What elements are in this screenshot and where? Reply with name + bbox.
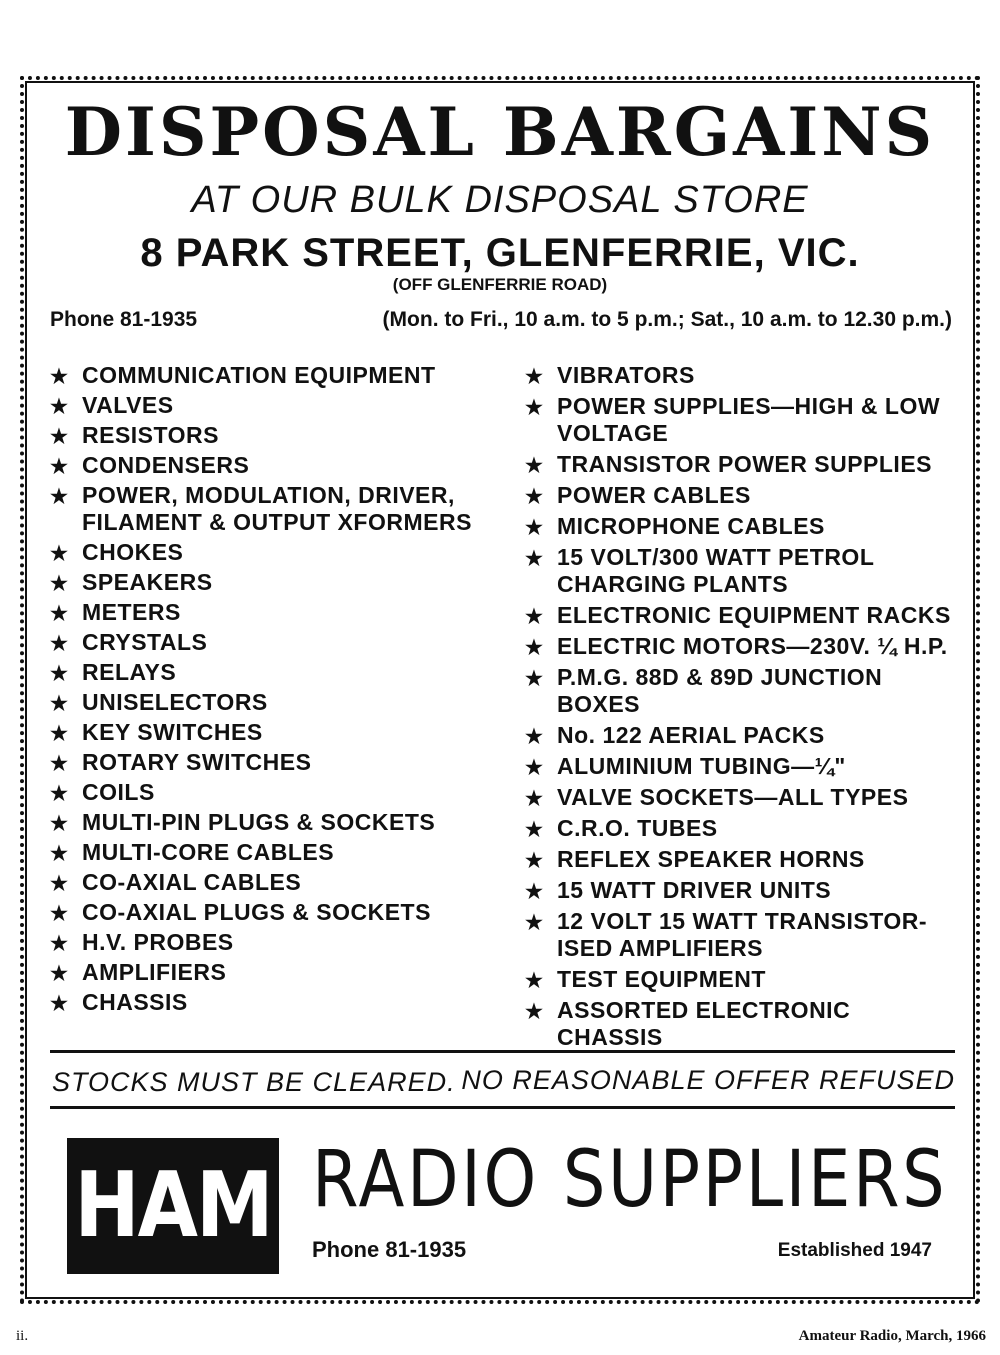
star-icon: ★ (50, 426, 69, 448)
list-item-label: SPEAKERS (82, 569, 213, 595)
star-icon: ★ (50, 993, 69, 1015)
list-item (525, 544, 955, 598)
list-item-label: MULTI-PIN PLUGS & SOCKETS (82, 809, 436, 835)
list-item (50, 869, 480, 896)
list-item-label: POWER CABLES (557, 482, 751, 508)
list-item-label: CONDENSERS (82, 452, 250, 478)
star-icon: ★ (525, 757, 544, 779)
list-item (50, 422, 480, 449)
list-item (50, 569, 480, 596)
star-icon: ★ (50, 633, 69, 655)
list-item-label: POWER, MODULATION, DRIVER, FILAMENT & OUTPUT XFORMERS (82, 482, 472, 535)
list-item (50, 839, 480, 866)
list-item-label: RELAYS (82, 659, 177, 685)
list-item (50, 392, 480, 419)
list-item (525, 846, 955, 873)
publication-line: Amateur Radio, March, 1966 (798, 1328, 986, 1344)
list-item-label: RESISTORS (82, 422, 219, 448)
star-icon: ★ (525, 881, 544, 903)
star-icon: ★ (50, 366, 69, 388)
star-icon: ★ (50, 693, 69, 715)
list-item-label: P.M.G. 88D & 89D JUNCTION BOXES (557, 664, 883, 717)
list-item-label: POWER SUPPLIES—HIGH & LOW VOLTAGE (557, 393, 941, 446)
list-item-label: CO-AXIAL PLUGS & SOCKETS (82, 899, 431, 925)
list-item (525, 664, 955, 718)
list-item-label: COILS (82, 779, 155, 805)
list-item (50, 899, 480, 926)
list-item (525, 908, 955, 962)
list-item-label: METERS (82, 599, 181, 625)
list-item (50, 452, 480, 479)
list-item-label: ELECTRONIC EQUIPMENT RACKS (557, 602, 951, 628)
list-item-label: CHASSIS (82, 989, 188, 1015)
list-item-label: ROTARY SWITCHES (82, 749, 312, 775)
star-icon: ★ (50, 903, 69, 925)
list-item (525, 722, 955, 749)
list-item (525, 362, 955, 389)
subheading: AT OUR BULK DISPOSAL STORE (191, 179, 809, 221)
opening-hours: (Mon. to Fri., 10 a.m. to 5 p.m.; Sat., 10 a.m. to 12.30 p.m.) (382, 308, 952, 331)
brand-name: RADIO SUPPLIERS (312, 1135, 948, 1225)
list-item (525, 513, 955, 540)
star-icon: ★ (525, 486, 544, 508)
list-item-label: C.R.O. TUBES (557, 815, 718, 841)
star-icon: ★ (50, 543, 69, 565)
list-item (50, 629, 480, 656)
list-item (525, 784, 955, 811)
list-item (50, 689, 480, 716)
list-item-label: CHOKES (82, 539, 184, 565)
star-icon: ★ (525, 397, 544, 419)
list-item-label: MULTI-CORE CABLES (82, 839, 335, 865)
slogan-offer: NO REASONABLE OFFER REFUSED (461, 1065, 955, 1095)
star-icon: ★ (50, 933, 69, 955)
address-note: (OFF GLENFERRIE ROAD) (392, 275, 608, 294)
list-item-label: ELECTRIC MOTORS—230V. ¼ H.P. (557, 633, 948, 659)
list-item (50, 482, 480, 536)
star-icon: ★ (50, 486, 69, 508)
list-item-label: 12 VOLT 15 WATT TRANSISTOR-ISED AMPLIFIERS (557, 908, 928, 961)
star-icon: ★ (50, 396, 69, 418)
star-icon: ★ (525, 548, 544, 570)
list-item (525, 815, 955, 842)
star-icon: ★ (525, 912, 544, 934)
list-item-label: 15 VOLT/300 WATT PETROL CHARGING PLANTS (557, 544, 874, 597)
list-item (50, 599, 480, 626)
divider-top (50, 1050, 955, 1053)
list-item (525, 966, 955, 993)
star-icon: ★ (50, 456, 69, 478)
star-icon: ★ (50, 963, 69, 985)
list-item-label: 15 WATT DRIVER UNITS (557, 877, 832, 903)
list-item (525, 633, 955, 660)
list-item (50, 749, 480, 776)
star-icon: ★ (525, 606, 544, 628)
store-phone: Phone 81-1935 (50, 308, 198, 331)
list-item-label: CO-AXIAL CABLES (82, 869, 302, 895)
list-item (525, 877, 955, 904)
list-item (50, 959, 480, 986)
star-icon: ★ (50, 873, 69, 895)
list-item-label: UNISELECTORS (82, 689, 268, 715)
star-icon: ★ (50, 813, 69, 835)
list-item (525, 997, 955, 1051)
list-item (50, 362, 480, 389)
list-item (50, 779, 480, 806)
list-item-label: ALUMINIUM TUBING—¼" (557, 753, 846, 779)
star-icon: ★ (50, 603, 69, 625)
right-item-list (525, 362, 955, 1055)
slogan-stocks: STOCKS MUST BE CLEARED. (52, 1067, 456, 1097)
star-icon: ★ (525, 668, 544, 690)
list-item-label: MICROPHONE CABLES (557, 513, 825, 539)
star-icon: ★ (525, 726, 544, 748)
list-item-label: REFLEX SPEAKER HORNS (557, 846, 865, 872)
star-icon: ★ (525, 850, 544, 872)
list-item-label: TRANSISTOR POWER SUPPLIES (557, 451, 933, 477)
star-icon: ★ (50, 723, 69, 745)
divider-bottom (50, 1106, 955, 1109)
list-item (525, 451, 955, 478)
list-item-label: VALVE SOCKETS—ALL TYPES (557, 784, 909, 810)
list-item (50, 809, 480, 836)
list-item-label: VALVES (82, 392, 174, 418)
list-item-label: CRYSTALS (82, 629, 208, 655)
list-item-label: TEST EQUIPMENT (557, 966, 766, 992)
logo-text: HAM (74, 1154, 272, 1258)
star-icon: ★ (525, 517, 544, 539)
list-item (525, 482, 955, 509)
list-item-label: H.V. PROBES (82, 929, 234, 955)
list-item-label: COMMUNICATION EQUIPMENT (82, 362, 436, 388)
star-icon: ★ (50, 573, 69, 595)
list-item-label: ASSORTED ELECTRONIC CHASSIS (557, 997, 851, 1050)
headline: DISPOSAL BARGAINS (64, 93, 936, 171)
list-item-label: VIBRATORS (557, 362, 695, 388)
star-icon: ★ (50, 663, 69, 685)
star-icon: ★ (50, 753, 69, 775)
star-icon: ★ (525, 788, 544, 810)
list-item (50, 719, 480, 746)
star-icon: ★ (50, 843, 69, 865)
ham-logo (67, 1138, 279, 1274)
established-date: Established 1947 (777, 1240, 932, 1261)
list-item (50, 989, 480, 1016)
star-icon: ★ (50, 783, 69, 805)
star-icon: ★ (525, 970, 544, 992)
list-item-label: AMPLIFIERS (82, 959, 227, 985)
brand-phone: Phone 81-1935 (312, 1237, 467, 1262)
star-icon: ★ (525, 819, 544, 841)
store-address: 8 PARK STREET, GLENFERRIE, VIC. (140, 231, 860, 275)
star-icon: ★ (525, 366, 544, 388)
list-item-label: No. 122 AERIAL PACKS (557, 722, 825, 748)
list-item-label: KEY SWITCHES (82, 719, 263, 745)
list-item (50, 929, 480, 956)
left-item-list (50, 362, 480, 1019)
star-icon: ★ (525, 1001, 544, 1023)
list-item (525, 753, 955, 780)
page-number: ii. (16, 1328, 29, 1344)
list-item (50, 539, 480, 566)
list-item (525, 393, 955, 447)
list-item (525, 602, 955, 629)
star-icon: ★ (525, 637, 544, 659)
star-icon: ★ (525, 455, 544, 477)
list-item (50, 659, 480, 686)
